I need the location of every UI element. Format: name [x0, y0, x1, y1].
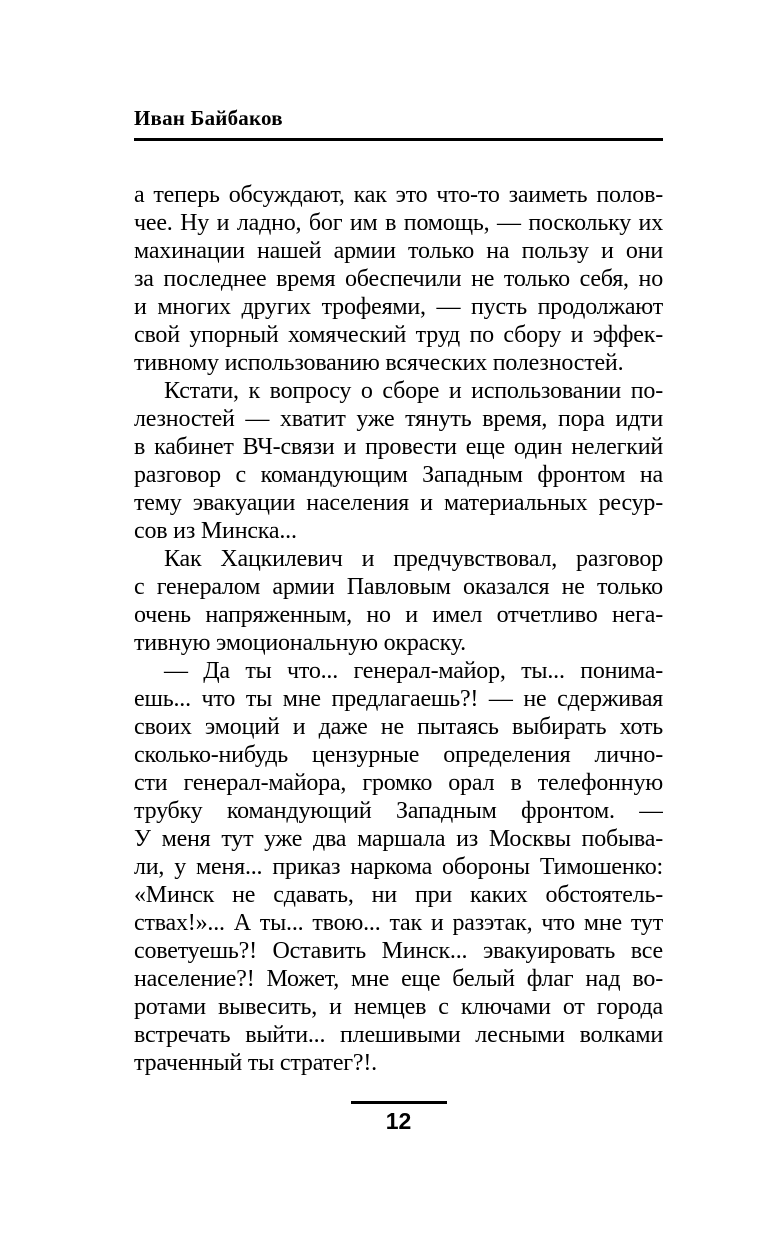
text-line: сти генерал-майора, громко орал в телефонную — [134, 770, 663, 796]
text-line: чее. Ну и ладно, бог им в помощь, — поскольку их — [134, 210, 663, 236]
text-line: а теперь обсуждают, как это что-то заиметь полов- — [134, 182, 663, 208]
text-line: — Да ты что... генерал-майор, ты... понима- — [164, 658, 663, 684]
text-line: тивному использованию всяческих полезностей. — [134, 350, 624, 376]
text-line: население?! Может, мне еще белый флаг над во- — [134, 966, 663, 992]
body-text — [134, 181, 663, 1077]
text-line: очень напряженным, но и имел отчетливо нега- — [134, 602, 663, 628]
text-line: ли, у меня... приказ наркома обороны Тимошенко: — [134, 854, 663, 880]
header-rule — [134, 138, 663, 141]
running-header-author: Иван Байбаков — [134, 106, 283, 130]
text-line: сов из Минска... — [134, 518, 297, 544]
text-line: сколько-нибудь цензурные определения лично- — [134, 742, 663, 768]
text-line: Кстати, к вопросу о сборе и использовании по- — [164, 378, 663, 404]
text-line: тему эвакуации населения и материальных ресур- — [134, 490, 663, 516]
text-line: «Минск не сдавать, ни при каких обстоятель- — [134, 882, 663, 908]
text-line: своих эмоций и даже не пытаясь выбирать хоть — [134, 714, 663, 740]
text-line: ротами вывесить, и немцев с ключами от города — [134, 994, 663, 1020]
text-line: лезностей — хватит уже тянуть время, пора идти — [134, 406, 663, 432]
paragraph — [134, 181, 663, 377]
text-line: У меня тут уже два маршала из Москвы побыва- — [134, 826, 663, 852]
text-line: в кабинет ВЧ-связи и провести еще один нелегкий — [134, 434, 663, 460]
text-line: траченный ты стратег?!. — [134, 1050, 377, 1076]
text-line: с генералом армии Павловым оказался не только — [134, 574, 663, 600]
paragraph — [134, 377, 663, 545]
paragraph — [134, 545, 663, 657]
text-line: и многих других трофеями, — пусть продолжают — [134, 294, 663, 320]
text-line: разговор с командующим Западным фронтом на — [134, 462, 663, 488]
text-line: свой упорный хомяческий труд по сбору и эффек- — [134, 322, 663, 348]
paragraph — [134, 657, 663, 1077]
text-line: ствах!»... А ты... твою... так и разэтак, что мне тут — [134, 910, 663, 936]
text-line: махинации нашей армии только на пользу и они — [134, 238, 663, 264]
text-line: ешь... что ты мне предлагаешь?! — не сдерживая — [134, 686, 663, 712]
text-line: трубку командующий Западным фронтом. — — [134, 798, 663, 824]
text-line: советуешь?! Оставить Минск... эвакуировать все — [134, 938, 663, 964]
page-number: 12 — [385, 1108, 412, 1134]
text-line: Как Хацкилевич и предчувствовал, разговор — [164, 546, 663, 572]
text-line: встречать выйти... плешивыми лесными волками — [134, 1022, 663, 1048]
text-line: тивную эмоциональную окраску. — [134, 630, 466, 656]
footer-rule — [351, 1101, 447, 1104]
text-line: за последнее время обеспечили не только себя, но — [134, 266, 663, 292]
